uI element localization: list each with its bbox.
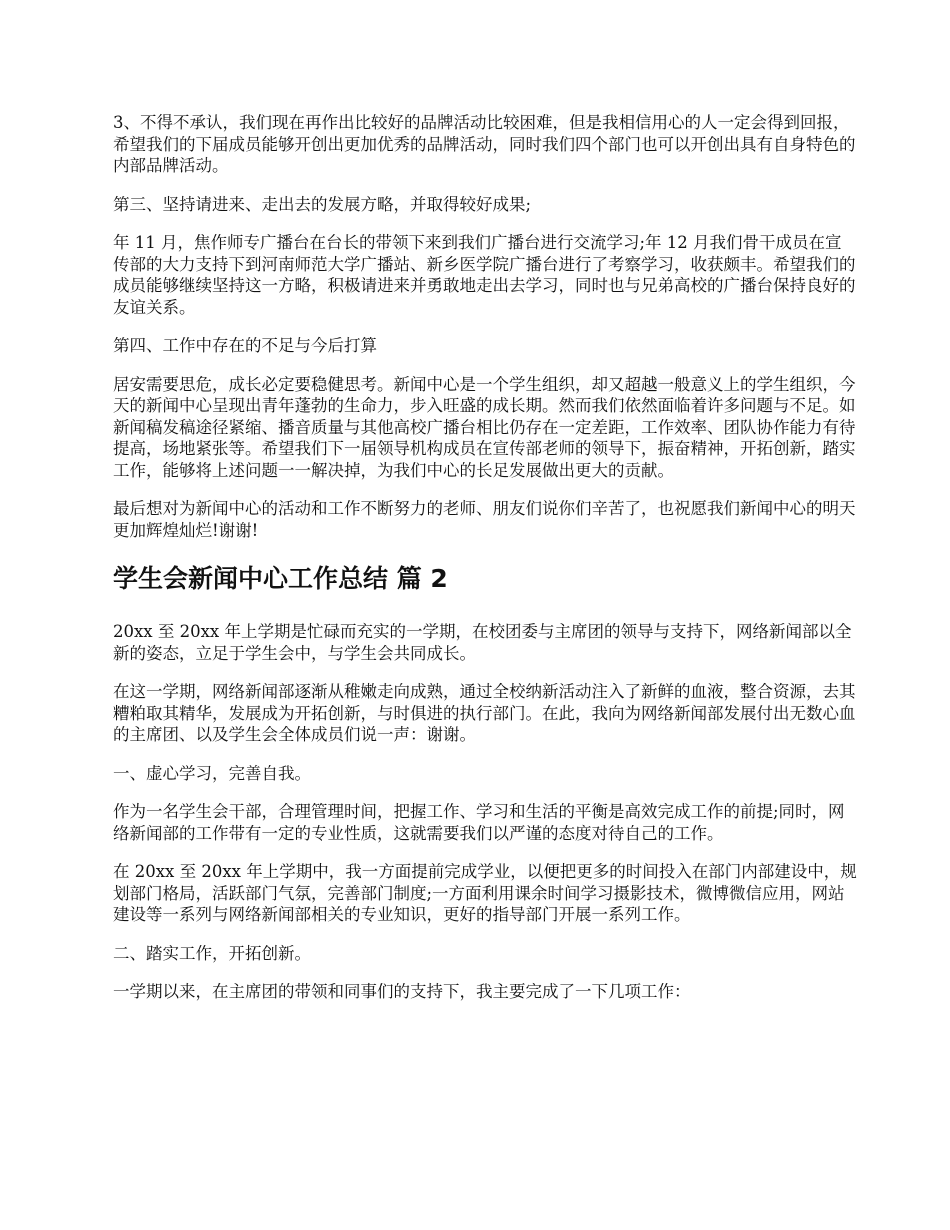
paragraph-closing-thanks: 最后想对为新闻中心的活动和工作不断努力的老师、朋友们说你们辛苦了，也祝愿我们新闻中心的明天更加辉煌灿烂!谢谢! [113, 499, 856, 540]
document-page [113, 112, 858, 1020]
paragraph-point-one-title: 一、虚心学习，完善自我。 [113, 763, 311, 783]
paragraph-semester-intro: 20xx 至 20xx 年上学期是忙碌而充实的一学期，在校团委与主席团的领导与支持下，网络新闻部以全新的姿态，立足于学生会中，与学生会共同成长。 [113, 622, 852, 663]
paragraph-section-three-title: 第三、坚持请进来、走出去的发展方略，并取得较好成果; [113, 194, 532, 214]
paragraph-brand-activities: 3、不得不承认，我们现在再作出比较好的品牌活动比较困难，但是我相信用心的人一定会得到回报，希望我们的下届成员能够开创出更加优秀的品牌活动，同时我们四个部门也可以开创出具有自身特色的内部品牌活动。 [113, 113, 856, 175]
paragraph-personal-study: 在 20xx 至 20xx 年上学期中，我一方面提前完成学业，以便把更多的时间投入在部门内部建设中，规划部门格局，活跃部门气氛，完善部门制度;一方面利用课余时间学习摄影技术，微博微信应用，网站建设等一系列与网络新闻部相关的专业知识，更好的指导部门开展一系列工作。 [113, 862, 857, 924]
paragraph-shortcomings: 居安需要思危，成长必定要稳健思考。新闻中心是一个学生组织，却又超越一般意义上的学生组织，今天的新闻中心呈现出青年蓬勃的生命力，步入旺盛的成长期。然而我们依然面临着许多问题与不足。如新闻稿发稿途径紧缩、播音质量与其他高校广播台相比仍存在一定差距，工作效率、团队协作能力有待提高，场地紧张等。希望我们下一届领导机构成员在宣传部老师的领导下，振奋精神，开拓创新，踏实工作，能够将上述问题一一解决掉，为我们中心的长足发展做出更大的贡献。 [113, 374, 856, 480]
paragraph-work-summary-intro: 一学期以来，在主席团的带领和同事们的支持下，我主要完成了一下几项工作： [113, 982, 691, 1001]
section-heading: 学生会新闻中心工作总结 篇 2 [113, 564, 448, 593]
paragraph-section-four-title: 第四、工作中存在的不足与今后打算 [113, 336, 377, 355]
paragraph-point-two-title: 二、踏实工作，开拓创新。 [113, 943, 311, 963]
paragraph-department-growth: 在这一学期，网络新闻部逐渐从稚嫩走向成熟，通过全校纳新活动注入了新鲜的血液，整合资源，去其糟粕取其精华，发展成为开拓创新，与时俱进的执行部门。在此，我向为网络新闻部发展付出无数心血的主席团、以及学生会全体成员们说一声：谢谢。 [113, 682, 856, 744]
paragraph-time-management: 作为一名学生会干部，合理管理时间，把握工作、学习和生活的平衡是高效完成工作的前提;同时，网络新闻部的工作带有一定的专业性质，这就需要我们以严谨的态度对待自己的工作。 [113, 802, 845, 843]
paragraph-exchange-visits: 年 11 月，焦作师专广播台在台长的带领下来到我们广播台进行交流学习;年 12 月我们骨干成员在宣传部的大力支持下到河南师范大学广播站、新乡医学院广播台进行了考察学习，收获颇丰。希望我们的成员能够继续坚持这一方略，积极请进来并勇敢地走出去学习，同时也与兄弟高校的广播台保持良好的友谊关系。 [113, 233, 856, 317]
